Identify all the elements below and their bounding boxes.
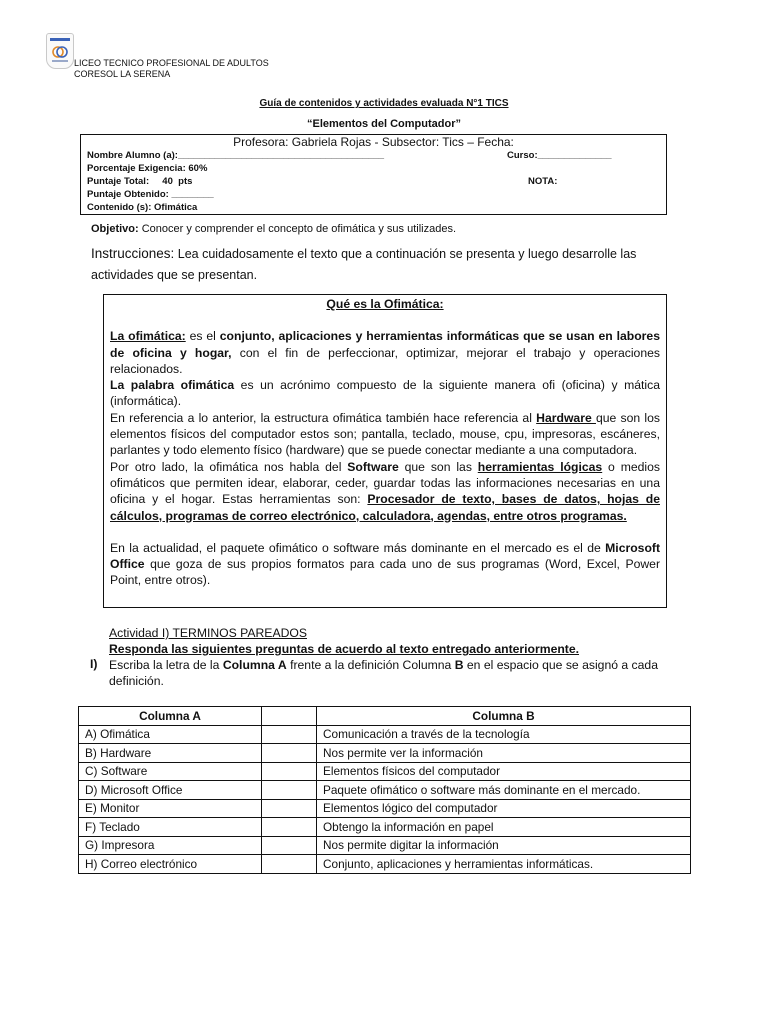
term-cell: A) Ofimática: [79, 725, 262, 744]
definition-cell: Elementos lógico del computador: [317, 799, 691, 818]
table-row: [79, 781, 691, 800]
grade-field[interactable]: NOTA:: [528, 176, 558, 187]
objective-label: Objetivo:: [91, 223, 139, 235]
text-span: que goza de sus propios formatos para cada uno de sus programas (Word, Excel, Power Point, entre otros).: [110, 557, 660, 588]
definition-cell: Obtengo la información en papel: [317, 818, 691, 837]
activity-instruction: [109, 657, 679, 689]
bold-span: La palabra ofimática: [110, 378, 235, 393]
term-cell: H) Correo electrónico: [79, 855, 262, 874]
student-info-box: [80, 134, 667, 215]
term-cell: F) Teclado: [79, 818, 262, 837]
document-subtitle: “Elementos del Computador”: [306, 118, 462, 130]
text-span: es el: [185, 329, 220, 344]
reading-paragraph-3: [110, 410, 660, 459]
text-span: que son los elementos físicos del computador estos son; pantalla, teclado, mouse, cpu, impresoras, escáneres, parlantes y todo elemento físico (hardware) que se puede conectar mediante a una computadora.: [110, 410, 661, 458]
definition-cell: Conjunto, aplicaciones y herramientas informáticas.: [317, 855, 691, 874]
answer-cell[interactable]: [262, 836, 317, 855]
table-header-row: [79, 707, 691, 726]
reading-paragraph-2: [110, 377, 660, 410]
teacher-line: Profesora: Gabriela Rojas - Subsector: Tics – Fecha:: [233, 135, 514, 149]
table-row: [79, 799, 691, 818]
tools-list: Procesador de texto, bases de datos, hojas de cálculos, programas de correo electrónico, calculadora, agendas, entre otros programas.: [110, 492, 660, 523]
school-line-2: CORESOL LA SERENA: [74, 69, 171, 79]
text-span: Por otro lado, la ofimática nos habla del: [110, 459, 348, 474]
definition-cell: Nos permite ver la información: [317, 744, 691, 763]
term-ofimatica: La ofimática:: [110, 329, 186, 344]
text-span: En referencia a lo anterior, la estructura ofimática también hace referencia al: [110, 410, 537, 425]
definition-cell: Elementos físicos del computador: [317, 762, 691, 781]
text-span: en el espacio que se asignó a cada definición.: [109, 658, 658, 688]
reading-paragraph-5: [110, 540, 660, 589]
term-microsoft-office: Microsoft Office: [110, 540, 660, 572]
instructions-text: Lea cuidadosamente el texto que a continuación se presenta y luego desarrolle las actividades que se presentan.: [91, 247, 637, 282]
answer-cell[interactable]: [262, 725, 317, 744]
matching-table: [78, 706, 691, 874]
course-field[interactable]: Curso:______________: [507, 150, 612, 161]
reading-paragraph-4: [110, 459, 660, 524]
answer-cell[interactable]: [262, 855, 317, 874]
term-cell: B) Hardware: [79, 744, 262, 763]
school-name: [74, 58, 269, 80]
reading-box: [103, 294, 667, 608]
answer-cell[interactable]: [262, 762, 317, 781]
term-cell: D) Microsoft Office: [79, 781, 262, 800]
bold-span: Columna A: [222, 658, 287, 672]
objective-text: Conocer y comprender el concepto de ofimática y sus utilizades.: [138, 223, 456, 235]
answer-cell[interactable]: [262, 799, 317, 818]
answer-cell[interactable]: [262, 781, 317, 800]
table-row: [79, 762, 691, 781]
term-herramientas: herramientas lógicas: [477, 459, 603, 474]
column-b-header: Columna B: [317, 707, 691, 726]
school-logo: [46, 33, 74, 69]
bold-span: B: [454, 658, 464, 672]
activity-subtitle: Responda las siguientes preguntas de acuerdo al texto entregado anteriormente.: [109, 642, 580, 656]
table-row: [79, 818, 691, 837]
definition-cell: Nos permite digitar la información: [317, 836, 691, 855]
text-span: frente a la definición Columna: [286, 658, 455, 672]
school-line-1: LICEO TECNICO PROFESIONAL DE ADULTOS: [74, 58, 269, 68]
text-span: que son las: [398, 459, 478, 474]
objective: [91, 223, 456, 235]
text-span: es un acrónimo compuesto de la siguiente manera ofi (oficina) y mática (informática).: [110, 378, 660, 409]
term-hardware: Hardware: [536, 410, 596, 425]
content-label: Contenido (s): Ofimática: [87, 202, 198, 213]
score-obtained-field[interactable]: Puntaje Obtenido: ________: [87, 189, 214, 200]
column-a-header: Columna A: [79, 707, 262, 726]
text-span: con el fin de perfeccionar, optimizar, mejorar el trabajo y operaciones relacionados.: [110, 345, 660, 376]
table-row: [79, 725, 691, 744]
answer-column-header: [262, 707, 317, 726]
percentage-label: Porcentaje Exigencia: 60%: [87, 163, 208, 174]
document-title: Guía de contenidos y actividades evaluada N°1 TICS: [259, 98, 509, 109]
activity-numeral: I): [90, 657, 98, 671]
answer-cell[interactable]: [262, 744, 317, 763]
instructions: [91, 243, 666, 286]
term-cell: E) Monitor: [79, 799, 262, 818]
definition-cell: Paquete ofimático o software más dominante en el mercado.: [317, 781, 691, 800]
instructions-label: Instrucciones:: [91, 246, 175, 261]
activity-section: [109, 625, 679, 689]
total-score-label: Puntaje Total: 40 pts: [87, 176, 193, 187]
reading-title: Qué es la Ofimática:: [326, 297, 444, 311]
table-row: [79, 855, 691, 874]
term-software: Software: [347, 459, 399, 474]
term-cell: C) Software: [79, 762, 262, 781]
bold-span: conjunto, aplicaciones y herramientas informáticas que se usan en labores de oficina y hogar,: [110, 329, 660, 360]
table-row: [79, 744, 691, 763]
table-row: [79, 836, 691, 855]
activity-title: Actividad I) TERMINOS PAREADOS: [109, 626, 307, 640]
text-span: En la actualidad, el paquete ofimático o software más dominante en el mercado es el de: [110, 540, 606, 555]
definition-cell: Comunicación a través de la tecnología: [317, 725, 691, 744]
student-name-field[interactable]: Nombre Alumno (a):_______________________________________: [87, 150, 385, 161]
text-span: o medios ofimáticos que permiten idear, elaborar, ceder, guardar todas las informaciones necesarias en una oficina y el hogar. Estas herramientas son:: [110, 459, 660, 507]
text-span: Escriba la letra de la: [109, 658, 223, 672]
answer-cell[interactable]: [262, 818, 317, 837]
term-cell: G) Impresora: [79, 836, 262, 855]
reading-paragraph-1: [110, 328, 660, 377]
